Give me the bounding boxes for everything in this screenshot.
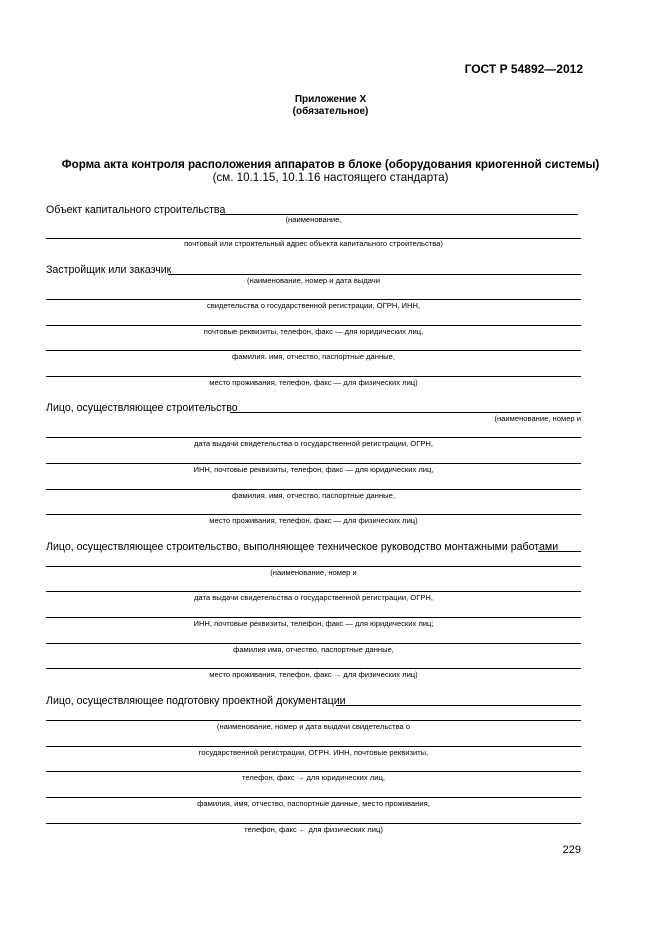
field-caption: государственной регистрации, ОГРН. ИНН, почтовые реквизиты, [198,748,429,757]
form-title: Форма акта контроля расположения аппаратов в блоке (оборудования криогенной системы) [61,158,600,171]
fill-line [46,325,581,326]
fill-line [46,437,581,438]
field-caption: (наименование, [285,215,342,224]
fill-line [336,705,581,706]
field-caption: место проживания, телефон, факс — для физических лиц) [209,378,418,387]
standard-number: ГОСТ Р 54892—2012 [464,62,583,76]
fill-line [46,514,581,515]
fill-line [538,551,581,552]
fill-line [230,412,581,413]
field-caption: почтовый или строительный адрес объекта капитального строительства) [184,239,443,248]
fill-line [168,274,581,275]
field-caption: дата выдачи свидетельства о государственной регистрации, ОГРН, [194,593,433,602]
field-label-construction-object: Объект капитального строительства [46,204,226,216]
field-caption: свидетельства о государственной регистрации, ОГРН, ИНН, [206,301,421,310]
field-label-builder: Лицо, осуществляющее строительство [46,402,238,414]
field-caption: (наименование, номер и дата выдачи [246,276,381,285]
fill-line [46,566,581,567]
field-caption: фамилия. имя, отчество, паспортные данные, [232,491,395,500]
fill-line [46,797,581,798]
appendix-status: (обязательное) [292,106,369,117]
field-caption: дата выдачи свидетельства о государственной регистрации, ОГРН, [194,439,433,448]
page-number: 229 [562,844,581,856]
fill-line [46,376,581,377]
field-caption: телефон, факс ← для физических лиц) [244,825,383,834]
fill-line [46,643,581,644]
field-caption: почтовые реквизиты, телефон, факс — для юридических лиц, [203,327,424,336]
field-caption: ИНН, почтовые реквизиты, телефон, факс — для юридических лиц, [193,465,434,474]
fill-line [46,463,581,464]
field-caption: (наименование, номер и [494,414,581,423]
field-caption: фамилия имя, отчество, паспортные данные, [233,645,394,654]
field-caption: (наименование, номер и [270,568,357,577]
field-caption: фамилия. имя, отчество, паспортные данные, [232,352,395,361]
field-caption: (наименование, номер и дата выдачи свидетельства о [216,722,411,731]
field-caption: телефон, факс → для юридических лиц, [242,773,385,782]
fill-line [46,771,581,772]
fill-line [46,823,581,824]
fill-line [46,668,581,669]
fill-line [46,720,581,721]
form-subtitle: (см. 10.1.15, 10.1.16 настоящего стандарта) [212,171,449,184]
appendix-title: Приложение X [294,94,367,105]
field-label-developer: Застройщик или заказчик [46,264,172,276]
fill-line [46,299,581,300]
fill-line [46,617,581,618]
fill-line [46,489,581,490]
field-caption: место проживания, телефон, факс → для физических лиц) [209,670,418,679]
fill-line [46,350,581,351]
field-caption: ИНН, почтовые реквизиты, телефон, факс — для юридических лиц; [193,619,434,628]
field-caption: место проживания, телефон, факс — для физических лиц) [209,516,418,525]
field-label-designer: Лицо, осуществляющее подготовку проектной документации [46,695,346,707]
fill-line [46,591,581,592]
field-label-technical-supervisor: Лицо, осуществляющее строительство, выполняющее техническое руководство монтажными работами [46,541,559,553]
field-caption: фамилия, имя, отчество, паспортные данные, место проживания, [197,799,430,808]
fill-line [46,746,581,747]
